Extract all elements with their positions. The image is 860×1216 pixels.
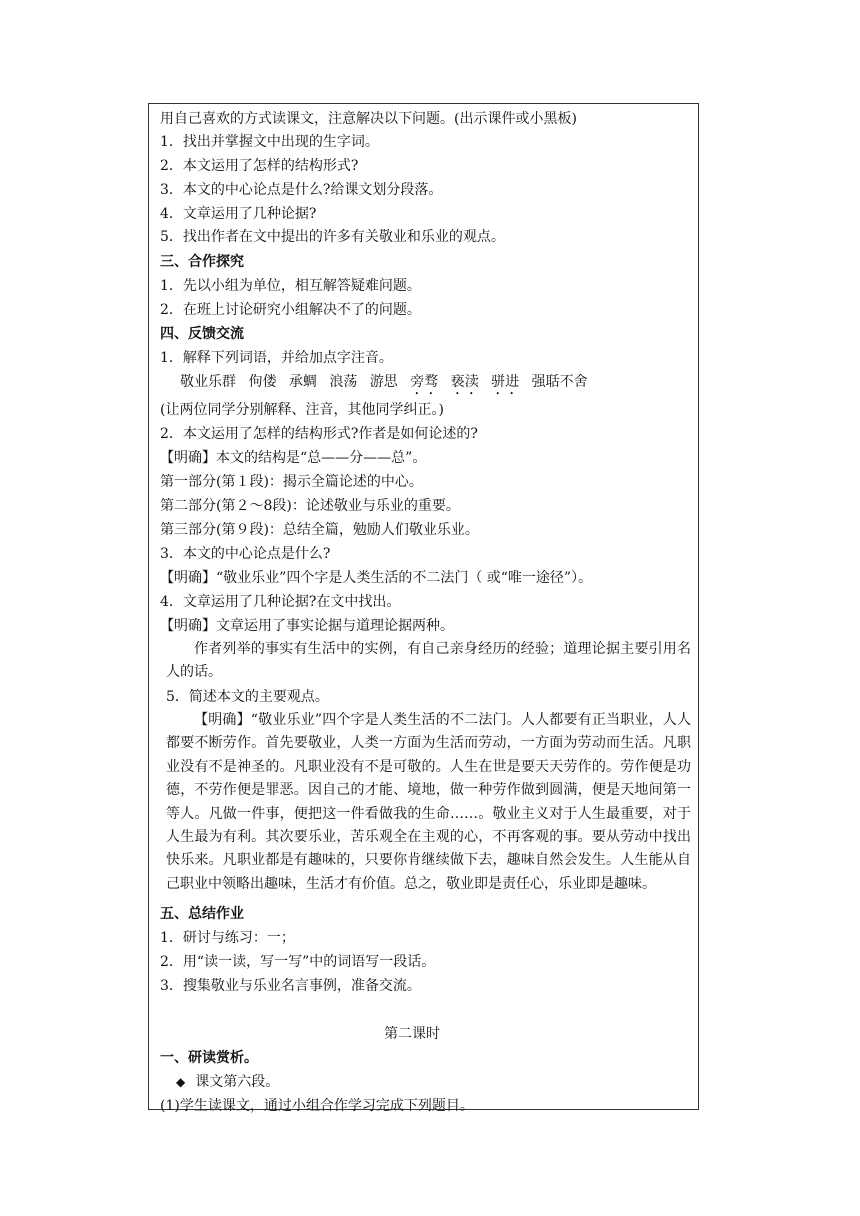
section-heading-3: 三、合作探究 <box>160 254 244 270</box>
question-5: 5．找出作者在文中提出的许多有关敬业和乐业的观点。 <box>160 229 505 245</box>
text-line: (1)学生读课文，通过小组合作学习完成下列题目。 <box>160 1098 474 1114</box>
vocab-term: 敬业乐群 <box>180 374 236 390</box>
vocab-term: 强聒不舍 <box>531 374 588 390</box>
vocab-term: 旁骛 <box>410 374 439 390</box>
bullet-line: ◆ 课文第六段。 <box>176 1074 280 1090</box>
text-line: 第二部分(第２～8段)：论述敬业与乐业的重要。 <box>160 498 460 514</box>
text-line: 第三部分(第９段)：总结全篇，勉励人们敬业乐业。 <box>160 522 479 538</box>
text-line: 第一部分(第１段)：揭示全篇论述的中心。 <box>160 474 423 490</box>
text-line: 2．在班上讨论研究小组解决不了的问题。 <box>160 302 421 318</box>
section-heading-1: 一、研读赏析。 <box>160 1050 258 1066</box>
text-line: 用自己喜欢的方式读课文，注意解决以下问题。(出示课件或小黑板) <box>160 111 577 127</box>
text-line: 4．文章运用了几种论据?在文中找出。 <box>160 594 401 610</box>
vocab-term: 游思 <box>369 374 398 390</box>
vocabulary-list <box>180 373 596 398</box>
vocab-term: 佝偻 <box>248 374 277 390</box>
diamond-bullet-icon: ◆ <box>176 1075 186 1089</box>
text-line: (让两位同学分别解释、注音，其他同学纠正。) <box>160 402 444 418</box>
text-line: 1．解释下列词语，并给加点字注音。 <box>160 350 393 366</box>
answer-line: 【明确】文章运用了事实论据与道理论据两种。 <box>160 618 454 634</box>
vocab-term: 承蜩 <box>288 374 317 390</box>
question-4: 4．文章运用了几种论据? <box>160 206 317 222</box>
text-line: 1．先以小组为单位，相互解答疑难问题。 <box>160 278 421 294</box>
question-3: 3．本文的中心论点是什么?给课文划分段落。 <box>160 182 443 198</box>
section-heading-4: 四、反馈交流 <box>160 326 244 342</box>
question-1: 1．找出并掌握文中出现的生字词。 <box>160 134 379 150</box>
vocab-term: 骈进 <box>491 374 520 390</box>
answer-line: 【明确】本文的结构是“总——分——总”。 <box>160 450 427 466</box>
answer-paragraph: 【明确】“敬业乐业”四个字是人类生活的不二法门。人人都要有正当职业，人人都要不断劳作。首先要敬业，人类一方面为生活而劳动，一方面为劳动而生活。凡职业没有不是神圣的。凡职业没有不是可敬的。人生在世是要天天劳作的。劳作便是功德，不劳作便是罪恶。因自己的才能、境地，做一种劳作做到圆满，便是天地间第一等人。凡做一件事，便把这一件看做我的生命……。敬业主义对于人生最重要，对于人生最为有利。其次要乐业，苦乐观全在主观的心，不再客观的事。要从劳动中找出快乐来。凡职业都是有趣味的，只要你肯继续做下去，趣味自然会发生。人生能从自己职业中领略出趣味，生活才有价值。总之，敬业即是责任心，乐业即是趣味。 <box>166 712 691 892</box>
text-line: 2．用“读一读，写一写”中的词语写一段话。 <box>160 954 436 970</box>
text-line: 2．本文运用了怎样的结构形式?作者是如何论述的? <box>160 426 478 442</box>
paragraph: 作者列举的事实有生活中的实例，有自己亲身经历的经验；道理论据主要引用名人的话。 <box>166 641 691 681</box>
section-heading-5: 五、总结作业 <box>160 906 244 922</box>
answer-line: 【明确】“敬业乐业”四个字是人类生活的不二法门（ 或“唯一途径”）。 <box>160 570 593 586</box>
text-line: 3．本文的中心论点是什么? <box>160 546 331 562</box>
vocab-term: 浪荡 <box>329 374 358 390</box>
vocab-term: 亵渎 <box>450 374 479 390</box>
lesson-title: 第二课时 <box>384 1026 440 1042</box>
question-2: 2．本文运用了怎样的结构形式? <box>160 158 359 174</box>
text-line: 1．研讨与练习：一； <box>160 930 295 946</box>
text-line: 3．搜集敬业与乐业名言事例，准备交流。 <box>160 978 421 994</box>
text-line: 5．简述本文的主要观点。 <box>166 689 329 705</box>
